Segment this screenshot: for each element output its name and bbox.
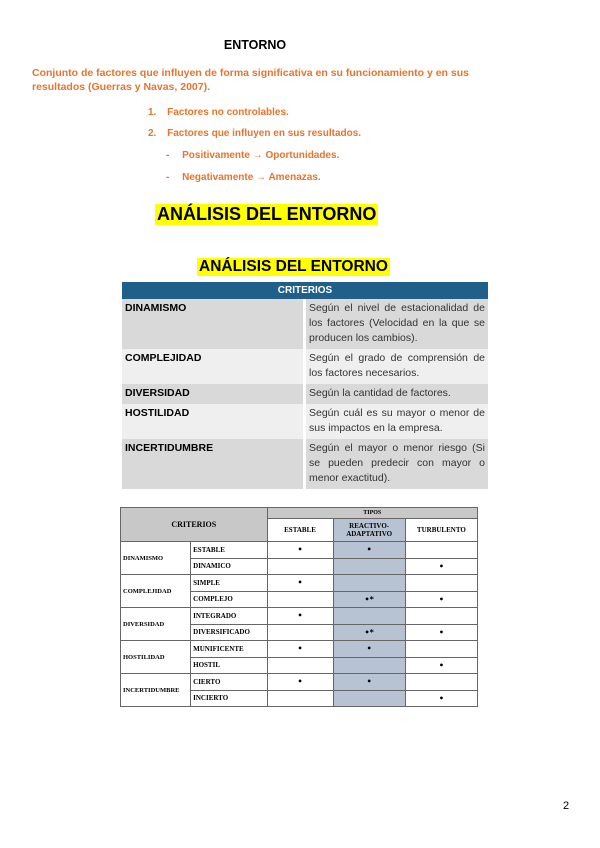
mark-cell: • — [333, 641, 405, 658]
mark-cell — [333, 608, 405, 625]
mark-cell: • — [267, 674, 333, 691]
mark-cell: • — [333, 542, 405, 559]
mark-cell: • — [267, 608, 333, 625]
mark-cell — [267, 690, 333, 707]
sub-list-bullet: - — [166, 172, 170, 183]
sub-criteria-cell: INCIERTO — [191, 690, 267, 707]
criteria-description: Según el grado de comprensión de los factores necesarios. — [305, 349, 489, 384]
table-row — [122, 404, 488, 439]
type-header: REACTIVO-ADAPTATIVO — [333, 519, 405, 542]
mark-cell — [333, 558, 405, 575]
sub-criteria-cell: SIMPLE — [191, 575, 267, 592]
criteria-name: HOSTILIDAD — [122, 404, 305, 439]
criteria-name: COMPLEJIDAD — [122, 349, 305, 384]
mark-cell: • — [405, 624, 477, 641]
mark-cell: •* — [333, 591, 405, 608]
list-text: Factores no controlables. — [167, 107, 289, 118]
mark-cell: • — [405, 657, 477, 674]
mark-cell — [333, 575, 405, 592]
table-row — [121, 674, 478, 691]
sub-criteria-cell: INTEGRADO — [191, 608, 267, 625]
sub-criteria-cell: DINAMICO — [191, 558, 267, 575]
sub-list-item — [166, 150, 339, 161]
mark-cell: • — [405, 690, 477, 707]
sub-criteria-cell: DIVERSIFICADO — [191, 624, 267, 641]
tipos-header: TIPOS — [267, 508, 477, 519]
criteria-description: Según el mayor o menor riesgo (Si se pueden predecir con mayor o menor exactitud). — [305, 439, 489, 489]
table-row — [121, 608, 478, 625]
mark-cell — [333, 657, 405, 674]
mark-cell: •* — [333, 624, 405, 641]
sub-criteria-cell: COMPLEJO — [191, 591, 267, 608]
table-row — [122, 349, 488, 384]
sub-list-bullet: - — [166, 150, 170, 161]
mark-cell: • — [267, 641, 333, 658]
mark-cell — [267, 657, 333, 674]
table-row — [122, 439, 488, 489]
mark-cell — [333, 690, 405, 707]
mark-cell — [405, 608, 477, 625]
category-cell: INCERTIDUMBRE — [121, 674, 191, 707]
mark-cell: • — [267, 542, 333, 559]
sub-list-text: Negativamente → Amenazas. — [182, 172, 321, 183]
category-cell: COMPLEJIDAD — [121, 575, 191, 608]
table-row — [121, 542, 478, 559]
mark-cell — [405, 641, 477, 658]
environment-types-table — [120, 507, 478, 707]
list-number: 2. — [148, 128, 157, 139]
type-header: ESTABLE — [267, 519, 333, 542]
mark-cell — [267, 591, 333, 608]
criterios-header: CRITERIOS — [121, 508, 268, 542]
sub-criteria-cell: HOSTIL — [191, 657, 267, 674]
mark-cell — [405, 575, 477, 592]
category-cell: DIVERSIDAD — [121, 608, 191, 641]
criteria-table — [122, 282, 488, 489]
criteria-name: INCERTIDUMBRE — [122, 439, 305, 489]
mark-cell — [405, 542, 477, 559]
criteria-table-header: CRITERIOS — [122, 282, 488, 299]
mark-cell: • — [405, 591, 477, 608]
mark-cell — [267, 624, 333, 641]
sub-criteria-cell: CIERTO — [191, 674, 267, 691]
mark-cell: • — [333, 674, 405, 691]
section-heading: ANÁLISIS DEL ENTORNO — [157, 204, 377, 224]
intro-paragraph: Conjunto de factores que influyen de forma significativa en su funcionamiento y en sus resultados (Guerras y Navas, 2007). — [32, 67, 469, 93]
table-heading: ANÁLISIS DEL ENTORNO — [199, 258, 388, 275]
table-row — [121, 641, 478, 658]
list-text: Factores que influyen en sus resultados. — [167, 128, 362, 139]
criteria-description: Según cuál es su mayor o menor de sus impactos en la empresa. — [305, 404, 489, 439]
sub-list-text: Positivamente → Oportunidades. — [182, 150, 340, 161]
sub-criteria-cell: MUNIFICENTE — [191, 641, 267, 658]
mark-cell — [405, 674, 477, 691]
list-item — [148, 128, 361, 139]
criteria-name: DINAMISMO — [122, 299, 305, 349]
type-header: TURBULENTO — [405, 519, 477, 542]
table-row — [122, 299, 488, 349]
list-item — [148, 107, 289, 118]
mark-cell — [267, 558, 333, 575]
page-title: ENTORNO — [223, 38, 287, 52]
mark-cell: • — [267, 575, 333, 592]
criteria-description: Según el nivel de estacionalidad de los factores (Velocidad en la que se producen los cambios). — [305, 299, 489, 349]
mark-cell: • — [405, 558, 477, 575]
table-row — [122, 384, 488, 404]
sub-list-item — [166, 172, 321, 183]
criteria-name: DIVERSIDAD — [122, 384, 305, 404]
list-number: 1. — [148, 107, 157, 118]
criteria-description: Según la cantidad de factores. — [305, 384, 489, 404]
category-cell: HOSTILIDAD — [121, 641, 191, 674]
page-number: 2 — [563, 800, 570, 812]
category-cell: DINAMISMO — [121, 542, 191, 575]
sub-criteria-cell: ESTABLE — [191, 542, 267, 559]
table-row — [121, 575, 478, 592]
